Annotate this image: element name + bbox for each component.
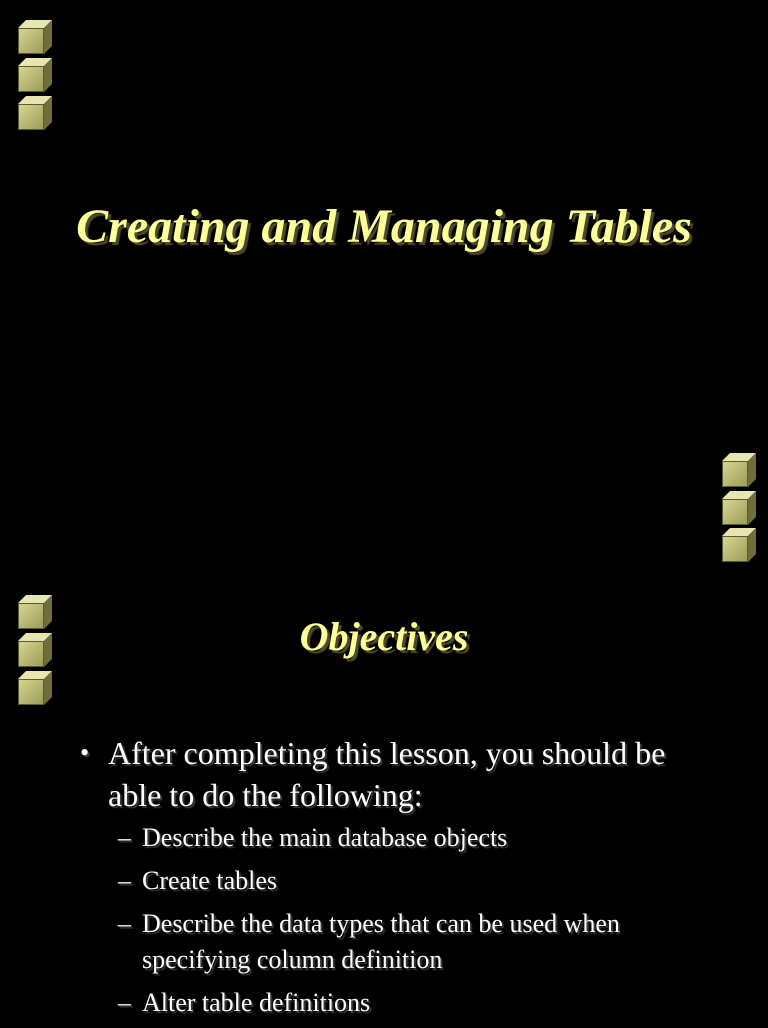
cube-icon (18, 58, 52, 92)
sub-item-text: Describe the data types that can be used when specifying column definition (142, 909, 620, 974)
dash-marker: – (118, 866, 131, 895)
sub-list-item (118, 820, 720, 856)
sub-list-item (118, 985, 720, 1021)
slide-objectives (0, 512, 768, 1024)
cube-icon (18, 96, 52, 130)
bullet-marker: • (80, 738, 90, 767)
cube-stack-top-left (18, 20, 52, 134)
sub-item-text: Describe the main database objects (142, 823, 508, 852)
dash-marker: – (118, 988, 131, 1017)
slide-title-heading: Creating and Managing Tables (76, 200, 692, 253)
cube-icon (18, 20, 52, 54)
cube-icon (722, 453, 756, 487)
cube-stack-right-top (722, 528, 756, 566)
sub-list (118, 820, 720, 1021)
objectives-heading: Objectives (299, 614, 469, 659)
sub-list-item (118, 863, 720, 899)
sub-list-item (118, 906, 720, 978)
dash-marker: – (118, 823, 131, 852)
objectives-content (80, 732, 720, 1028)
cube-icon (722, 528, 756, 562)
sub-item-text: Alter table definitions (142, 988, 371, 1017)
slide-title (0, 0, 768, 512)
cube-icon (18, 671, 52, 705)
bullet-item (80, 732, 720, 816)
sub-item-text: Create tables (142, 866, 277, 895)
dash-marker: – (118, 909, 131, 938)
bullet-text: After completing this lesson, you should be able to do the following: (108, 735, 666, 813)
